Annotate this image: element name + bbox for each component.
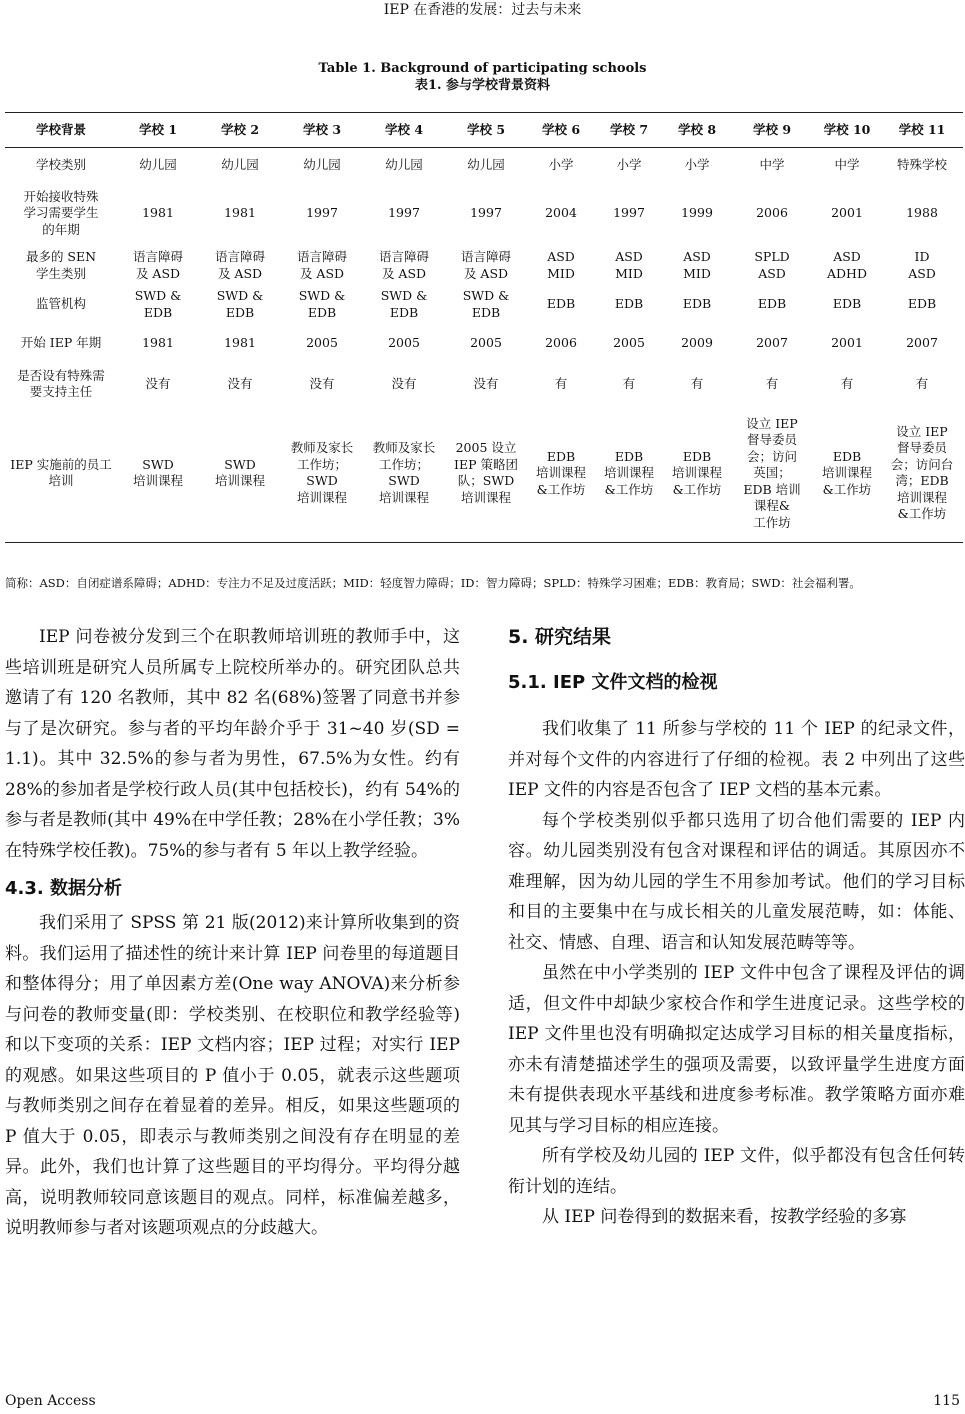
- paragraph: 我们采用了 SPSS 第 21 版(2012)来计算所收集到的资料。我们运用了描述性的统计来计算 IEP 问卷里的每道题目和整体得分；用了单因素方差(One way ANOVA)来分析参与问卷的教师变量(即：学校类别、在校职位和教学经验等)和以下变项的关系：IEP 文档内容；IEP 过程；对实行 IEP 的观感。如果这些项目的 P 值小于 0.05，就表示这些题项与教师类别之间存在着显着的差异。相反，如果这些题项的 P 值大于 0.05，即表示与教师类别之间没有存在明显的差异。此外，我们也计算了这些题目的平均得分。平均得分越高，说明教师较同意该题目的观点。同样，标准偏差越多，说明教师参与者对该题项观点的分歧越大。: [5, 913, 460, 1238]
- running-head: IEP 在香港的发展：过去与未来: [383, 2, 582, 18]
- paragraph: 我们收集了 11 所参与学校的 11 个 IEP 的纪录文件，并对每个文件的内容进行了仔细的检视。表 2 中列出了这些 IEP 文件的内容是否包含了 IEP 文档的基本元素。: [508, 719, 965, 800]
- section-heading: 5. 研究结果: [508, 626, 612, 648]
- table-cell: 幼儿园: [139, 156, 177, 172]
- table-cell: EDB 培训课程 &工作坊: [813, 405, 881, 543]
- column-header: 学校背景: [5, 113, 117, 148]
- table-cell: 1997: [470, 205, 502, 221]
- table-cell: SPLD ASD: [754, 249, 790, 281]
- table-cell: 中学: [834, 156, 860, 172]
- paragraph: 虽然在中小学类别的 IEP 文件中包含了课程及评估的调适，但文件中却缺少家校合作和学生进度记录。这些学校的 IEP 文件里也没有明确拟定达成学习目标的相关量度指标，亦未有清楚描述学生的强项及需要，以致评量学生进度方面未有提供表现水平基线和进度参考标准。教学策略方面亦难见其与学习目标的相应连接。: [508, 963, 965, 1136]
- table-cell: 语言障碍 及 ASD: [296, 249, 347, 281]
- section-heading: 4.3. 数据分析: [5, 878, 122, 899]
- table-cell: 有: [915, 375, 929, 391]
- table-cell: 2005: [470, 335, 502, 351]
- table-row: [5, 324, 963, 364]
- table-cell: 1981: [142, 335, 174, 351]
- column-header: 学校 10: [813, 113, 881, 148]
- schools-background-table: [5, 112, 963, 543]
- row-label-cell: 开始 IEP 年期: [20, 335, 102, 351]
- table-cell: 2007: [906, 335, 938, 351]
- table-cell: 1997: [388, 205, 420, 221]
- column-header: 学校 2: [199, 113, 281, 148]
- table-cell: 教师及家长 工作坊； SWD 培训课程: [281, 405, 363, 543]
- table-cell: 1981: [224, 205, 256, 221]
- table-row: [5, 286, 963, 324]
- table-cell: 没有: [473, 375, 499, 391]
- table-cell: 1997: [306, 205, 338, 221]
- table-cell: 2004: [545, 205, 577, 221]
- table-cell: 1999: [681, 205, 713, 221]
- table-caption-zh: 表1. 参与学校背景资料: [414, 78, 551, 93]
- table-cell: 2005: [613, 335, 645, 351]
- right-column: [508, 622, 965, 1233]
- table-cell: EDB: [546, 296, 576, 312]
- table-cell: 设立 IEP 督导委员 会；访问 英国； EDB 培训 课程& 工作坊: [731, 405, 813, 543]
- paragraph: IEP 问卷被分发到三个在职教师培训班的教师手中，这些培训班是研究人员所属专上院校所举办的。研究团队总共邀请了有 120 名教师，其中 82 名(68%)签署了同意书并参与了是次研究。参与者的平均年龄介乎于 31~40 岁(SD = 1.1)。其中 32.5%的参与者为男性，67.5%为女性。约有 28%的参加者是学校行政人员(其中包括校长)，约有 54%的参与者是教师(其中 49%在中学任教；28%在小学任教；3%在特殊学校任教)。75%的参与者有 5 年以上教学经验。: [5, 627, 460, 861]
- table-cell: 有: [690, 375, 704, 391]
- column-header: 学校 7: [595, 113, 663, 148]
- table-cell: 1997: [613, 205, 645, 221]
- table-cell: 设立 IEP 督导委员 会；访问台 湾；EDB 培训课程 &工作坊: [881, 405, 963, 543]
- table-cell: 幼儿园: [303, 156, 341, 172]
- table-cell: 2001: [831, 335, 863, 351]
- row-label-cell: 开始接收特殊 学习需要学生 的年期: [23, 188, 99, 237]
- table-cell: EDB 培训课程 &工作坊: [527, 405, 595, 543]
- table-cell: 1981: [224, 335, 256, 351]
- subsection-heading: 5.1. IEP 文件文档的检视: [508, 672, 718, 693]
- table-cell: 有: [840, 375, 854, 391]
- row-label-cell: 是否设有特殊需 要支持主任: [17, 367, 105, 399]
- table-row: [5, 405, 963, 543]
- table-row: [5, 182, 963, 246]
- table-cell: 有: [554, 375, 568, 391]
- table-row: [5, 246, 963, 286]
- table-cell: 幼儿园: [467, 156, 505, 172]
- table-cell: SWD & EDB: [298, 288, 346, 320]
- table-cell: 没有: [391, 375, 417, 391]
- table-cell: EDB: [757, 296, 787, 312]
- table-cell: 2006: [756, 205, 788, 221]
- row-label-cell: 最多的 SEN 学生类别: [25, 249, 97, 281]
- table-row: [5, 364, 963, 405]
- table-cell: 中学: [759, 156, 785, 172]
- left-column: [5, 622, 460, 1244]
- table-cell: 1981: [142, 205, 174, 221]
- table-caption-en: Table 1. Background of participating schools: [318, 61, 647, 76]
- table-cell: 小学: [684, 156, 710, 172]
- table-cell: 有: [622, 375, 636, 391]
- table-caption: [0, 60, 965, 94]
- table-cell: SWD 培训课程: [117, 405, 199, 543]
- table-cell: EDB: [614, 296, 644, 312]
- column-header: 学校 6: [527, 113, 595, 148]
- column-header: 学校 11: [881, 113, 963, 148]
- table-cell: 特殊学校: [896, 156, 947, 172]
- table-cell: 2005: [306, 335, 338, 351]
- table-abbreviations: 简称：ASD：自闭症谱系障碍；ADHD：专注力不足及过度活跃；MID：轻度智力障碍；ID：智力障碍；SPLD：特殊学习困难；EDB：教育局；SWD：社会福利署。: [5, 576, 861, 590]
- table-cell: 没有: [227, 375, 253, 391]
- table-cell: EDB 培训课程 &工作坊: [663, 405, 731, 543]
- table-cell: SWD & EDB: [134, 288, 182, 320]
- table-cell: EDB: [832, 296, 862, 312]
- table-cell: 语言障碍 及 ASD: [132, 249, 183, 281]
- table-cell: 幼儿园: [221, 156, 259, 172]
- row-label-cell: 监管机构: [35, 296, 86, 312]
- column-header: 学校 1: [117, 113, 199, 148]
- table-cell: ASD MID: [615, 249, 643, 281]
- table-cell: 没有: [309, 375, 335, 391]
- row-label-cell: 学校类别: [35, 156, 86, 172]
- table-cell: 2009: [681, 335, 713, 351]
- table-cell: 语言障碍 及 ASD: [460, 249, 511, 281]
- table-cell: ASD MID: [683, 249, 711, 281]
- journal-footer: Open Access: [5, 1393, 96, 1409]
- paragraph: 每个学校类别似乎都只选用了切合他们需要的 IEP 内容。幼儿园类别没有包含对课程和评估的调适。其原因亦不难理解，因为幼儿园的学生不用参加考试。他们的学习目标和目的主要集中在与成长相关的儿童发展范畴，如：体能、社交、情感、自理、语言和认知发展范畴等等。: [508, 810, 965, 953]
- table-cell: 2005 设立 IEP 策略团 队；SWD 培训课程: [445, 405, 527, 543]
- row-label-cell: IEP 实施前的员工 培训: [5, 405, 117, 543]
- column-header: 学校 9: [731, 113, 813, 148]
- column-header: 学校 8: [663, 113, 731, 148]
- table-header-row: [5, 113, 963, 148]
- table-cell: SWD & EDB: [462, 288, 510, 320]
- column-header: 学校 3: [281, 113, 363, 148]
- column-header: 学校 4: [363, 113, 445, 148]
- paragraph: 从 IEP 问卷得到的数据来看，按教学经验的多寡: [542, 1207, 907, 1227]
- paragraph: 所有学校及幼儿园的 IEP 文件，似乎都没有包含任何转衔计划的连结。: [508, 1146, 965, 1197]
- table-cell: 小学: [548, 156, 574, 172]
- table-cell: 2001: [831, 205, 863, 221]
- table-cell: 语言障碍 及 ASD: [378, 249, 429, 281]
- table-cell: SWD & EDB: [380, 288, 428, 320]
- table-cell: EDB 培训课程 &工作坊: [595, 405, 663, 543]
- table-cell: 2007: [756, 335, 788, 351]
- table-cell: SWD & EDB: [216, 288, 264, 320]
- table-cell: ASD MID: [547, 249, 575, 281]
- table-cell: 没有: [145, 375, 171, 391]
- table-cell: 小学: [616, 156, 642, 172]
- table-cell: 教师及家长 工作坊； SWD 培训课程: [363, 405, 445, 543]
- table-cell: ASD ADHD: [827, 249, 867, 281]
- table-cell: ID ASD: [908, 249, 936, 281]
- table-cell: SWD 培训课程: [199, 405, 281, 543]
- table-cell: 语言障碍 及 ASD: [214, 249, 265, 281]
- table-cell: 有: [765, 375, 779, 391]
- table-cell: 2006: [545, 335, 577, 351]
- table-cell: EDB: [682, 296, 712, 312]
- table-cell: EDB: [907, 296, 937, 312]
- table-row: [5, 148, 963, 182]
- table-cell: 1988: [906, 205, 938, 221]
- table-cell: 2005: [388, 335, 420, 351]
- table-cell: 幼儿园: [385, 156, 423, 172]
- page-number: 115: [933, 1393, 960, 1409]
- column-header: 学校 5: [445, 113, 527, 148]
